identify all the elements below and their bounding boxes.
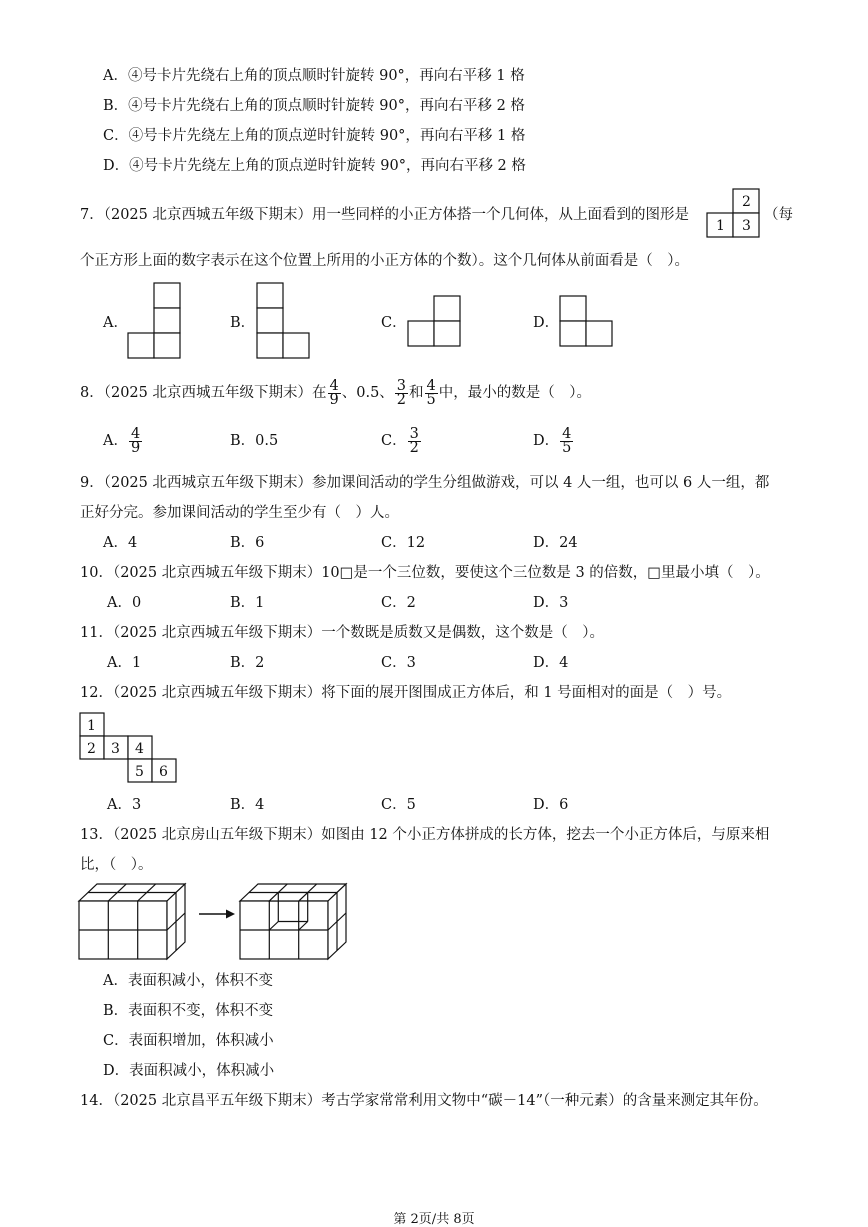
arrow-icon xyxy=(199,908,235,920)
q13-cuboid-before-figure xyxy=(79,883,187,961)
q6-option-d: D．④号卡片先绕左上角的顶点逆时针旋转 90°，再向右平移 2 格 xyxy=(103,158,526,174)
q7-top-view-figure xyxy=(706,188,760,240)
q10-option-b: B．1 xyxy=(230,595,265,611)
q7-top-num-1: 1 xyxy=(716,218,725,234)
q13-option-a: A．表面积减小，体积不变 xyxy=(103,973,273,989)
q12-net-num-3: 3 xyxy=(111,741,120,757)
q9-option-a: A．4 xyxy=(103,535,138,551)
q14-stem: 14．（2025 北京昌平五年级下期末）考古学家常常利用文物中“碳－14”（一种元素）的含量来测定其年份。 xyxy=(80,1093,768,1109)
q8-option-b: B．0.5 xyxy=(230,433,279,449)
q8-fraction-3-2: $\frac{3}{2}$ xyxy=(396,377,407,408)
q12-net-num-5: 5 xyxy=(135,764,144,780)
q13-stem-line1: 13．（2025 北京房山五年级下期末）如图由 12 个小正方体拼成的长方体，挖去一个小正方体后，与原来相 xyxy=(80,827,770,843)
q7-option-b-label: B． xyxy=(230,315,256,331)
q13-option-b: B．表面积不变，体积不变 xyxy=(103,1003,274,1019)
q13-option-c: C．表面积增加，体积减小 xyxy=(103,1033,274,1049)
page-footer: 第 2页/共 8页 xyxy=(393,1212,475,1227)
q12-net-num-6: 6 xyxy=(159,764,168,780)
q9-stem-line1: 9．（2025 北西城京五年级下期末）参加课间活动的学生分组做游戏，可以 4 人一组，也可以 6 人一组，都 xyxy=(80,475,770,491)
q8-fraction-4-5: $\frac{4}{5}$ xyxy=(426,377,436,408)
q8-stem: 8．（2025 北京西城五年级下期末）在 $\frac{4}{9}$ 、0.5、 $\frac{3}{2}$ 和 $\frac{4}{5}$ 中，最小的数是（ ）。 xyxy=(80,377,592,408)
q12-stem: 12．（2025 北京西城五年级下期末）将下面的展开图围成正方体后，和 1 号面相对的面是（ ）号。 xyxy=(80,685,732,701)
q7-stem: 7．（2025 北京西城五年级下期末）用一些同样的小正方体搭一个几何体，从上面看到的图形是 xyxy=(80,207,689,223)
q7-option-b-figure xyxy=(257,282,311,360)
q10-option-d: D．3 xyxy=(533,595,569,611)
q7-option-a-label: A． xyxy=(103,315,128,331)
q13-cuboid-after-figure xyxy=(240,883,348,961)
q9-option-b: B．6 xyxy=(230,535,265,551)
q7-option-d-label: D． xyxy=(533,315,560,331)
q6-option-a: A．④号卡片先绕右上角的顶点顺时针旋转 90°，再向右平移 1 格 xyxy=(103,68,525,84)
q9-option-c: C．12 xyxy=(381,535,426,551)
q13-stem-line2: 比，（ ）。 xyxy=(80,857,153,873)
q12-option-c: C．5 xyxy=(381,797,416,813)
q9-stem-line2: 正好分完。参加课间活动的学生至少有（ ）人。 xyxy=(80,505,399,521)
q12-option-a: A．3 xyxy=(107,797,142,813)
q11-option-c: C．3 xyxy=(381,655,416,671)
q11-option-d: D．4 xyxy=(533,655,569,671)
q12-net-num-4: 4 xyxy=(135,741,144,757)
q12-net-num-1: 1 xyxy=(87,718,96,734)
q12-net-num-2: 2 xyxy=(87,741,96,757)
q8-option-d: D． $\frac{4}{5}$ xyxy=(533,425,572,456)
q7-option-d-figure xyxy=(560,296,614,348)
q7-top-num-3: 3 xyxy=(742,218,751,234)
q7-top-num-2: 2 xyxy=(742,194,751,210)
q7-stem-line2: 个正方形上面的数字表示在这个位置上所用的小正方体的个数）。这个几何体从前面看是（ ）。 xyxy=(80,253,689,269)
q13-option-d: D．表面积减小，体积减小 xyxy=(103,1063,275,1079)
q8-option-c: C． $\frac{3}{2}$ xyxy=(381,425,419,456)
q11-option-b: B．2 xyxy=(230,655,265,671)
q7-option-c-figure xyxy=(408,296,462,348)
q7-option-c-label: C． xyxy=(381,315,407,331)
q11-stem: 11．（2025 北京西城五年级下期末）一个数既是质数又是偶数，这个数是（ ）。 xyxy=(80,625,604,641)
q7-stem-suffix: （每 xyxy=(764,207,793,223)
q10-option-a: A．0 xyxy=(107,595,142,611)
q6-option-c: C．④号卡片先绕左上角的顶点逆时针旋转 90°，再向右平移 1 格 xyxy=(103,128,526,144)
q8-option-a: A． $\frac{4}{9}$ xyxy=(103,425,141,456)
q12-option-d: D．6 xyxy=(533,797,569,813)
q10-option-c: C．2 xyxy=(381,595,416,611)
q12-cube-net-figure xyxy=(80,713,180,785)
q8-fraction-4-9: $\frac{4}{9}$ xyxy=(329,377,339,408)
q11-option-a: A．1 xyxy=(107,655,142,671)
q6-option-b: B．④号卡片先绕右上角的顶点顺时针旋转 90°，再向右平移 2 格 xyxy=(103,98,525,114)
q7-option-a-figure xyxy=(128,282,182,360)
q10-stem: 10．（2025 北京西城五年级下期末）10□是一个三位数，要使这个三位数是 3 的倍数，□里最小填（ ）。 xyxy=(80,565,770,581)
q12-option-b: B．4 xyxy=(230,797,265,813)
q9-option-d: D．24 xyxy=(533,535,578,551)
